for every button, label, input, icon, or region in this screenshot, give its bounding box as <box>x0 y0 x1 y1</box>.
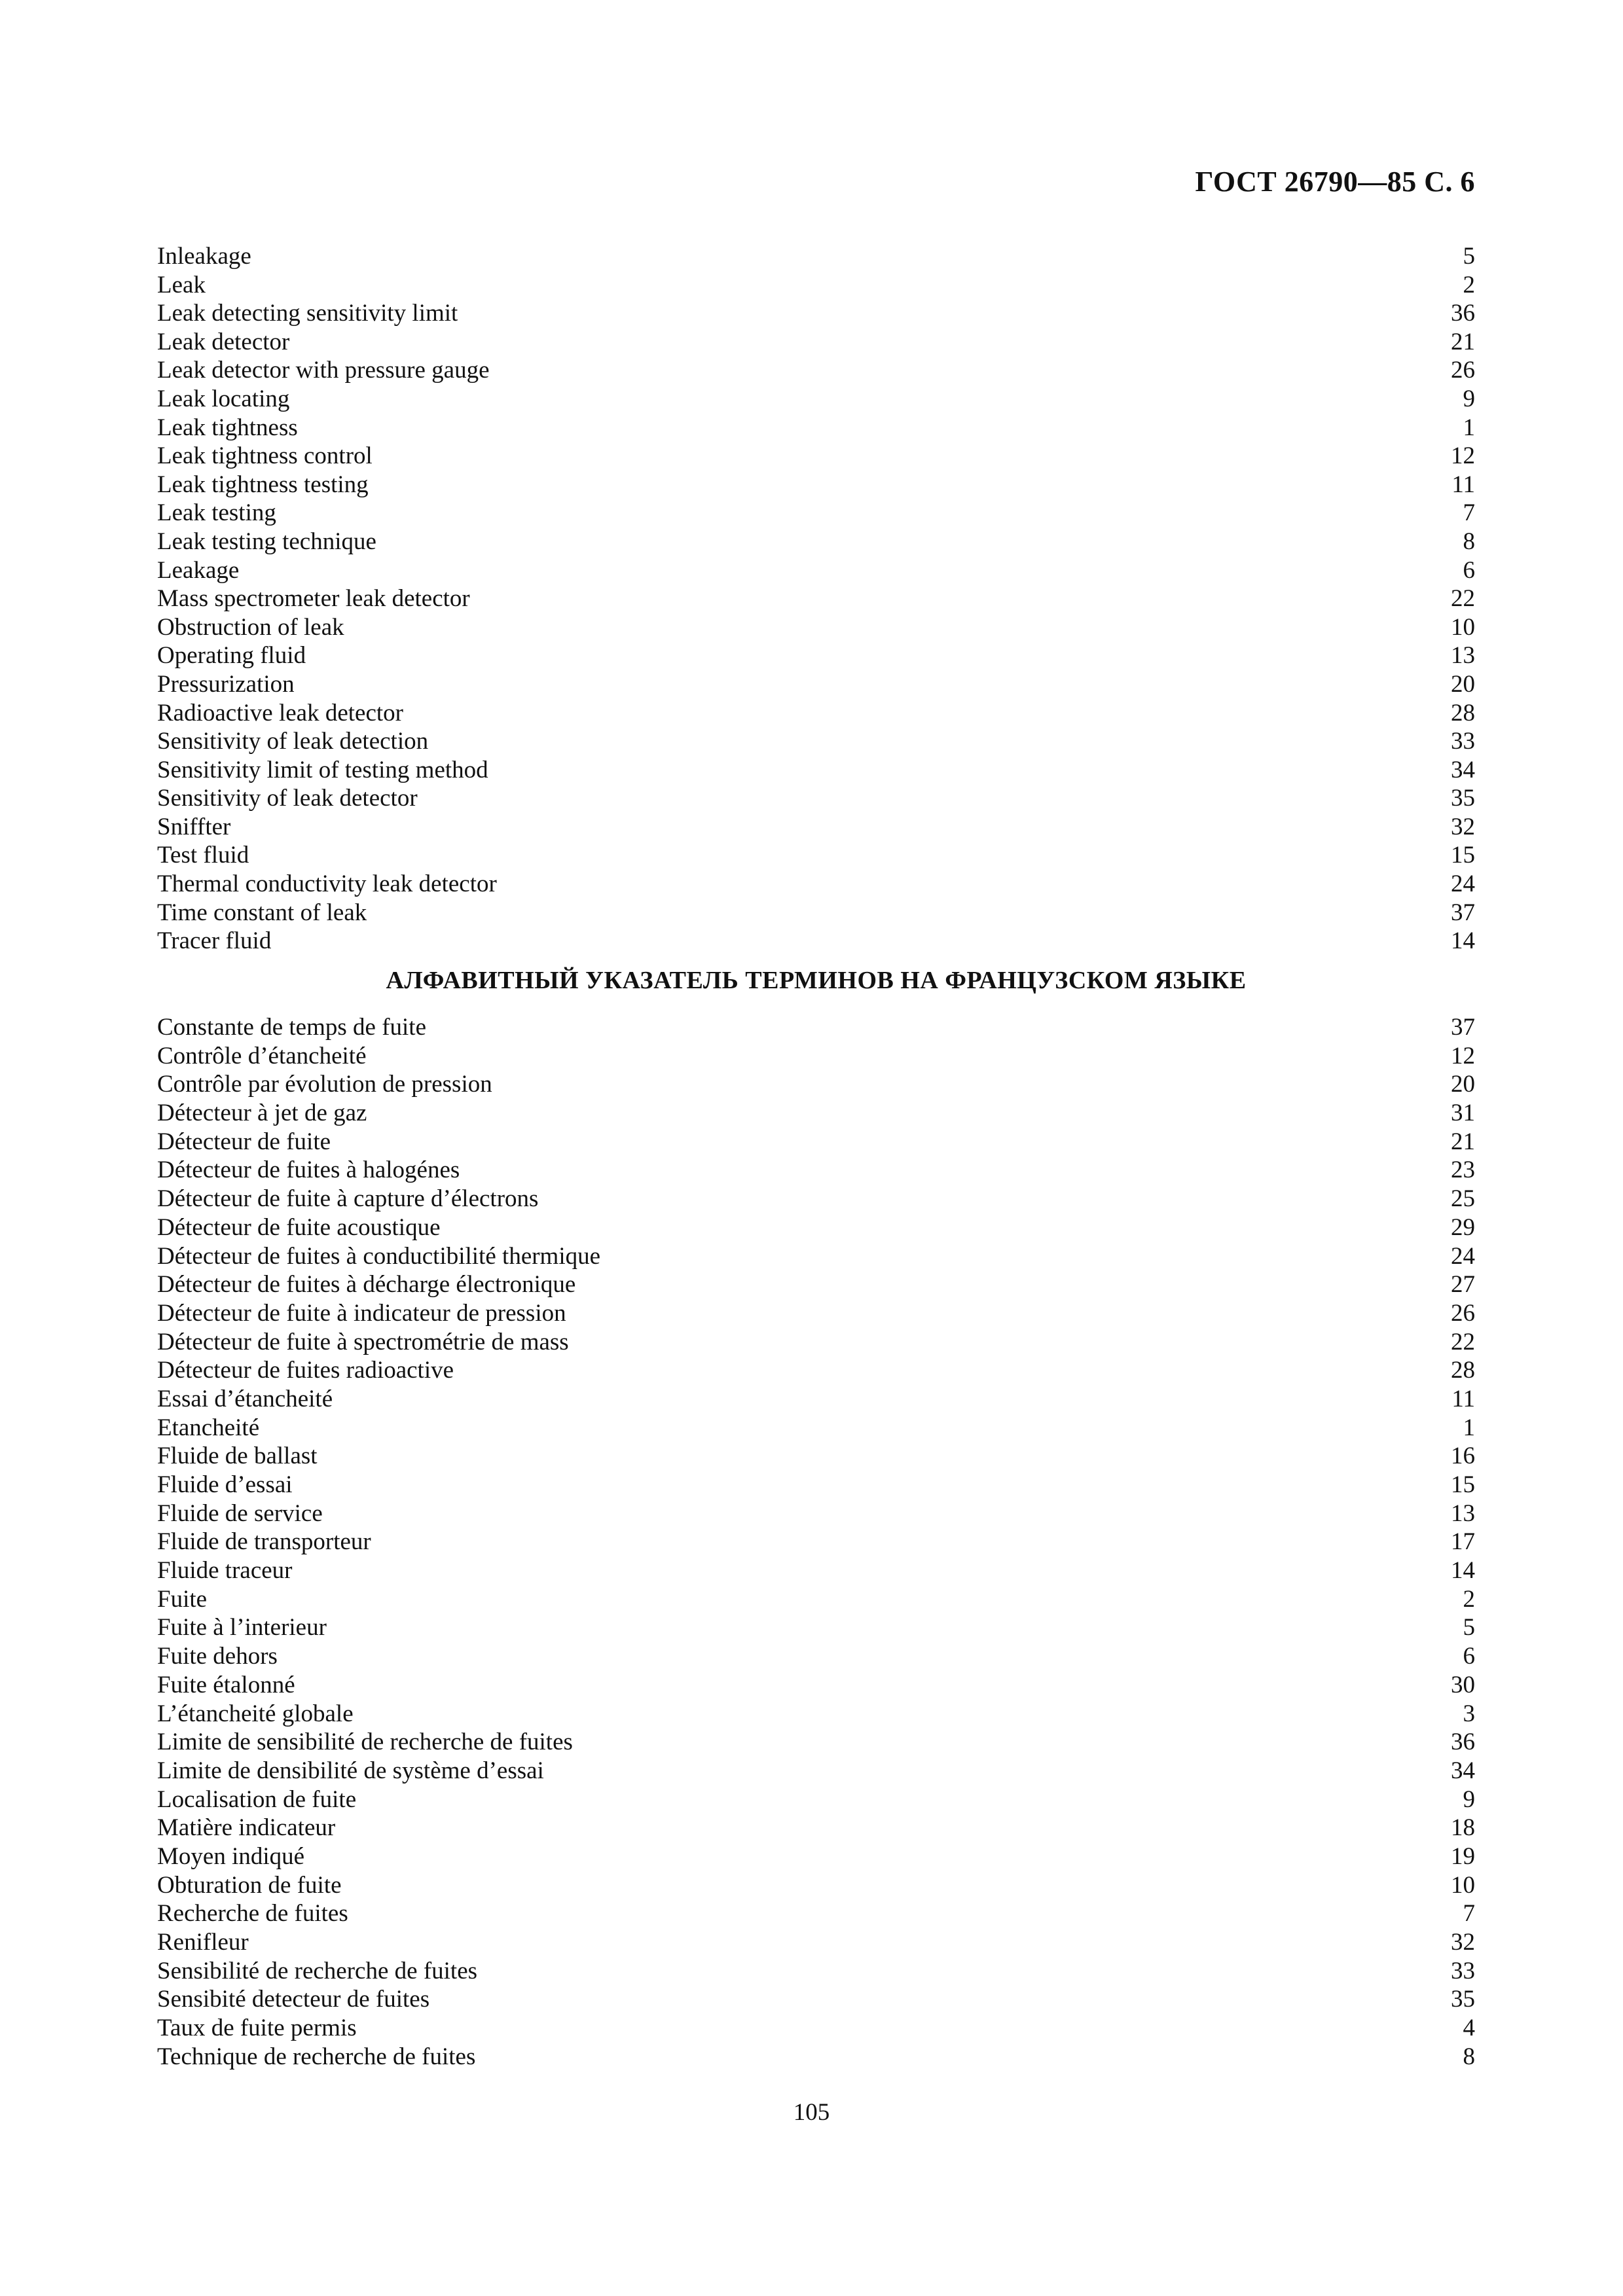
page-header: ГОСТ 26790—85 С. 6 <box>1195 166 1475 198</box>
index-term: Détecteur de fuites à halogénes <box>157 1157 460 1184</box>
index-term: Leak testing technique <box>157 528 376 555</box>
index-term: Détecteur de fuites à conductibilité thermique <box>157 1242 601 1270</box>
index-entry <box>157 242 1475 271</box>
index-term: Détecteur à jet de gaz <box>157 1100 367 1127</box>
index-term: Contrôle d’étancheité <box>157 1042 367 1069</box>
index-term: Time constant of leak <box>157 899 367 926</box>
index-term: Fuite <box>157 1585 208 1613</box>
index-term: Sniffter <box>157 813 231 840</box>
index-entry <box>157 328 1475 357</box>
index-term: Localisation de fuite <box>157 1785 357 1813</box>
index-term: Fluide de ballast <box>157 1443 318 1470</box>
index-entry <box>157 1613 1475 1642</box>
index-number: 23 <box>1451 1157 1475 1184</box>
index-term: Renifleur <box>157 1929 249 1956</box>
index-number: 7 <box>1463 1900 1475 1928</box>
index-term: Essai d’étancheité <box>157 1385 333 1412</box>
index-number: 28 <box>1451 1357 1475 1384</box>
index-entry <box>157 641 1475 670</box>
index-number: 35 <box>1451 1986 1475 2013</box>
index-entry <box>157 1328 1475 1357</box>
index-entry <box>157 1013 1475 1042</box>
index-number: 18 <box>1451 1814 1475 1842</box>
index-entry <box>157 528 1475 556</box>
index-entry <box>157 1671 1475 1700</box>
index-number: 21 <box>1451 328 1475 355</box>
index-term: Détecteur de fuites radioactive <box>157 1357 454 1384</box>
index-term: Leak detector with pressure gauge <box>157 357 490 384</box>
index-number: 10 <box>1451 613 1475 641</box>
index-entry <box>157 299 1475 328</box>
index-term: Tracer fluid <box>157 927 272 955</box>
index-entry <box>157 699 1475 728</box>
index-entry <box>157 1442 1475 1471</box>
index-term: Leak tightness <box>157 414 298 441</box>
page-number: 105 <box>793 2099 830 2126</box>
index-number: 8 <box>1463 2043 1475 2070</box>
index-number: 35 <box>1451 785 1475 812</box>
index-term: Sensitivity of leak detection <box>157 728 429 755</box>
index-term: Détecteur de fuite à indicateur de pression <box>157 1299 566 1327</box>
index-number: 29 <box>1451 1213 1475 1241</box>
index-number: 32 <box>1451 813 1475 840</box>
index-entry <box>157 927 1475 956</box>
index-term: Détecteur de fuite <box>157 1128 331 1155</box>
index-entry <box>157 1785 1475 1814</box>
index-number: 20 <box>1451 670 1475 698</box>
index-term: Inleakage <box>157 243 251 270</box>
index-term: Etancheité <box>157 1414 260 1441</box>
english-term-index <box>157 242 1475 956</box>
index-number: 2 <box>1463 1585 1475 1613</box>
index-number: 6 <box>1463 1643 1475 1670</box>
index-term: Moyen indiqué <box>157 1842 305 1870</box>
index-number: 34 <box>1451 1757 1475 1784</box>
index-number: 36 <box>1451 300 1475 327</box>
index-number: 7 <box>1463 499 1475 527</box>
index-number: 15 <box>1451 842 1475 869</box>
index-term: Constante de temps de fuite <box>157 1014 427 1041</box>
index-entry <box>157 670 1475 699</box>
index-number: 36 <box>1451 1729 1475 1756</box>
index-number: 34 <box>1451 756 1475 783</box>
index-entry <box>157 1270 1475 1299</box>
index-term: Leak detecting sensitivity limit <box>157 300 458 327</box>
index-number: 5 <box>1463 1614 1475 1641</box>
index-entry <box>157 813 1475 842</box>
index-term: Technique de recherche de fuites <box>157 2043 476 2070</box>
index-term: Mass spectrometer leak detector <box>157 585 470 613</box>
index-entry <box>157 870 1475 899</box>
index-entry <box>157 1728 1475 1757</box>
index-term: Leakage <box>157 556 240 584</box>
index-number: 30 <box>1451 1671 1475 1698</box>
index-entry <box>157 1185 1475 1213</box>
index-term: Fluide de service <box>157 1499 323 1527</box>
index-term: Sensibité detecteur de fuites <box>157 1986 430 2013</box>
index-number: 12 <box>1451 442 1475 470</box>
index-term: Détecteur de fuite acoustique <box>157 1213 441 1241</box>
index-number: 15 <box>1451 1471 1475 1498</box>
index-entry <box>157 385 1475 414</box>
index-number: 13 <box>1451 642 1475 670</box>
index-term: Matière indicateur <box>157 1814 336 1842</box>
index-number: 20 <box>1451 1071 1475 1098</box>
index-number: 37 <box>1451 1014 1475 1041</box>
index-number: 25 <box>1451 1185 1475 1213</box>
index-number: 22 <box>1451 585 1475 613</box>
index-entry <box>157 1471 1475 1499</box>
index-entry <box>157 584 1475 613</box>
index-entry <box>157 442 1475 471</box>
index-term: Leak detector <box>157 328 290 355</box>
index-entry <box>157 1814 1475 1842</box>
index-term: Leak locating <box>157 385 290 412</box>
index-entry <box>157 1985 1475 2014</box>
index-number: 37 <box>1451 899 1475 926</box>
index-term: Leak tightness testing <box>157 471 369 498</box>
index-number: 9 <box>1463 385 1475 412</box>
index-term: Taux de fuite permis <box>157 2015 357 2042</box>
index-entry <box>157 1099 1475 1128</box>
index-number: 16 <box>1451 1443 1475 1470</box>
index-term: Fluide de transporteur <box>157 1528 371 1556</box>
index-term: Radioactive leak detector <box>157 699 403 726</box>
index-entry <box>157 1842 1475 1871</box>
index-entry <box>157 1042 1475 1071</box>
index-entry <box>157 1070 1475 1099</box>
index-entry <box>157 271 1475 300</box>
index-entry <box>157 1700 1475 1729</box>
index-term: Fluide d’essai <box>157 1471 293 1498</box>
index-term: L’étancheité globale <box>157 1700 354 1727</box>
index-entry <box>157 841 1475 870</box>
index-number: 4 <box>1463 2015 1475 2042</box>
index-entry <box>157 356 1475 385</box>
index-entry <box>157 727 1475 756</box>
index-entry <box>157 756 1475 785</box>
index-entry <box>157 1556 1475 1585</box>
index-number: 27 <box>1451 1271 1475 1299</box>
index-term: Sensitivity limit of testing method <box>157 756 488 783</box>
index-number: 10 <box>1451 1871 1475 1899</box>
index-term: Leak tightness control <box>157 442 373 470</box>
index-number: 24 <box>1451 1242 1475 1270</box>
index-number: 14 <box>1451 1557 1475 1585</box>
index-term: Limite de sensibilité de recherche de fuites <box>157 1729 573 1756</box>
index-term: Fluide traceur <box>157 1557 293 1585</box>
index-term: Sensibilité de recherche de fuites <box>157 1957 478 1984</box>
index-term: Operating fluid <box>157 642 306 670</box>
index-entry <box>157 784 1475 813</box>
index-entry <box>157 1299 1475 1328</box>
index-number: 11 <box>1451 471 1475 498</box>
index-number: 24 <box>1451 870 1475 898</box>
index-number: 13 <box>1451 1499 1475 1527</box>
index-entry <box>157 471 1475 499</box>
index-entry <box>157 556 1475 585</box>
index-term: Sensitivity of leak detector <box>157 785 418 812</box>
index-entry <box>157 1871 1475 1900</box>
index-number: 1 <box>1463 1414 1475 1441</box>
index-number: 3 <box>1463 1700 1475 1727</box>
index-number: 21 <box>1451 1128 1475 1155</box>
index-number: 22 <box>1451 1328 1475 1355</box>
index-number: 2 <box>1463 271 1475 298</box>
index-entry <box>157 1757 1475 1785</box>
french-term-index <box>157 1013 1475 2071</box>
index-entry <box>157 1242 1475 1271</box>
index-term: Limite de densibilité de système d’essai <box>157 1757 544 1784</box>
index-term: Détecteur de fuites à décharge électronique <box>157 1271 576 1299</box>
index-term: Fuite dehors <box>157 1643 278 1670</box>
index-number: 28 <box>1451 699 1475 726</box>
index-number: 19 <box>1451 1842 1475 1870</box>
index-term: Détecteur de fuite à spectrométrie de mass <box>157 1328 569 1355</box>
index-number: 33 <box>1451 728 1475 755</box>
index-entry <box>157 1642 1475 1671</box>
index-entry <box>157 2014 1475 2043</box>
index-entry <box>157 613 1475 642</box>
index-number: 26 <box>1451 1299 1475 1327</box>
index-entry <box>157 414 1475 442</box>
index-number: 5 <box>1463 243 1475 270</box>
index-entry <box>157 1156 1475 1185</box>
index-entry <box>157 1585 1475 1614</box>
index-entry <box>157 499 1475 528</box>
index-entry <box>157 1356 1475 1385</box>
index-entry <box>157 1928 1475 1957</box>
index-term: Thermal conductivity leak detector <box>157 870 497 898</box>
index-term: Test fluid <box>157 842 249 869</box>
index-term: Leak testing <box>157 499 276 527</box>
index-entry <box>157 1213 1475 1242</box>
index-number: 11 <box>1451 1385 1475 1412</box>
index-term: Contrôle par évolution de pression <box>157 1071 492 1098</box>
index-term: Obstruction of leak <box>157 613 344 641</box>
index-number: 17 <box>1451 1528 1475 1556</box>
index-term: Fuite étalonné <box>157 1671 295 1698</box>
index-entry <box>157 1899 1475 1928</box>
index-term: Obturation de fuite <box>157 1871 342 1899</box>
index-term: Pressurization <box>157 670 295 698</box>
index-number: 32 <box>1451 1929 1475 1956</box>
index-entry <box>157 1499 1475 1528</box>
index-entry <box>157 1385 1475 1414</box>
index-number: 1 <box>1463 414 1475 441</box>
index-number: 26 <box>1451 357 1475 384</box>
index-entry <box>157 1957 1475 1986</box>
index-number: 6 <box>1463 556 1475 584</box>
index-number: 8 <box>1463 528 1475 555</box>
index-number: 12 <box>1451 1042 1475 1069</box>
index-entry <box>157 1414 1475 1443</box>
index-entry <box>157 2043 1475 2072</box>
index-term: Recherche de fuites <box>157 1900 348 1928</box>
index-entry <box>157 1128 1475 1157</box>
index-term: Détecteur de fuite à capture d’électrons <box>157 1185 539 1213</box>
french-index-title: АЛФАВИТНЫЙ УКАЗАТЕЛЬ ТЕРМИНОВ НА ФРАНЦУЗСКОМ ЯЗЫКЕ <box>386 967 1247 994</box>
index-entry <box>157 899 1475 927</box>
index-number: 9 <box>1463 1785 1475 1813</box>
index-term: Leak <box>157 271 206 298</box>
index-number: 33 <box>1451 1957 1475 1984</box>
index-number: 31 <box>1451 1100 1475 1127</box>
index-number: 14 <box>1451 927 1475 955</box>
index-entry <box>157 1528 1475 1556</box>
index-term: Fuite à l’interieur <box>157 1614 327 1641</box>
